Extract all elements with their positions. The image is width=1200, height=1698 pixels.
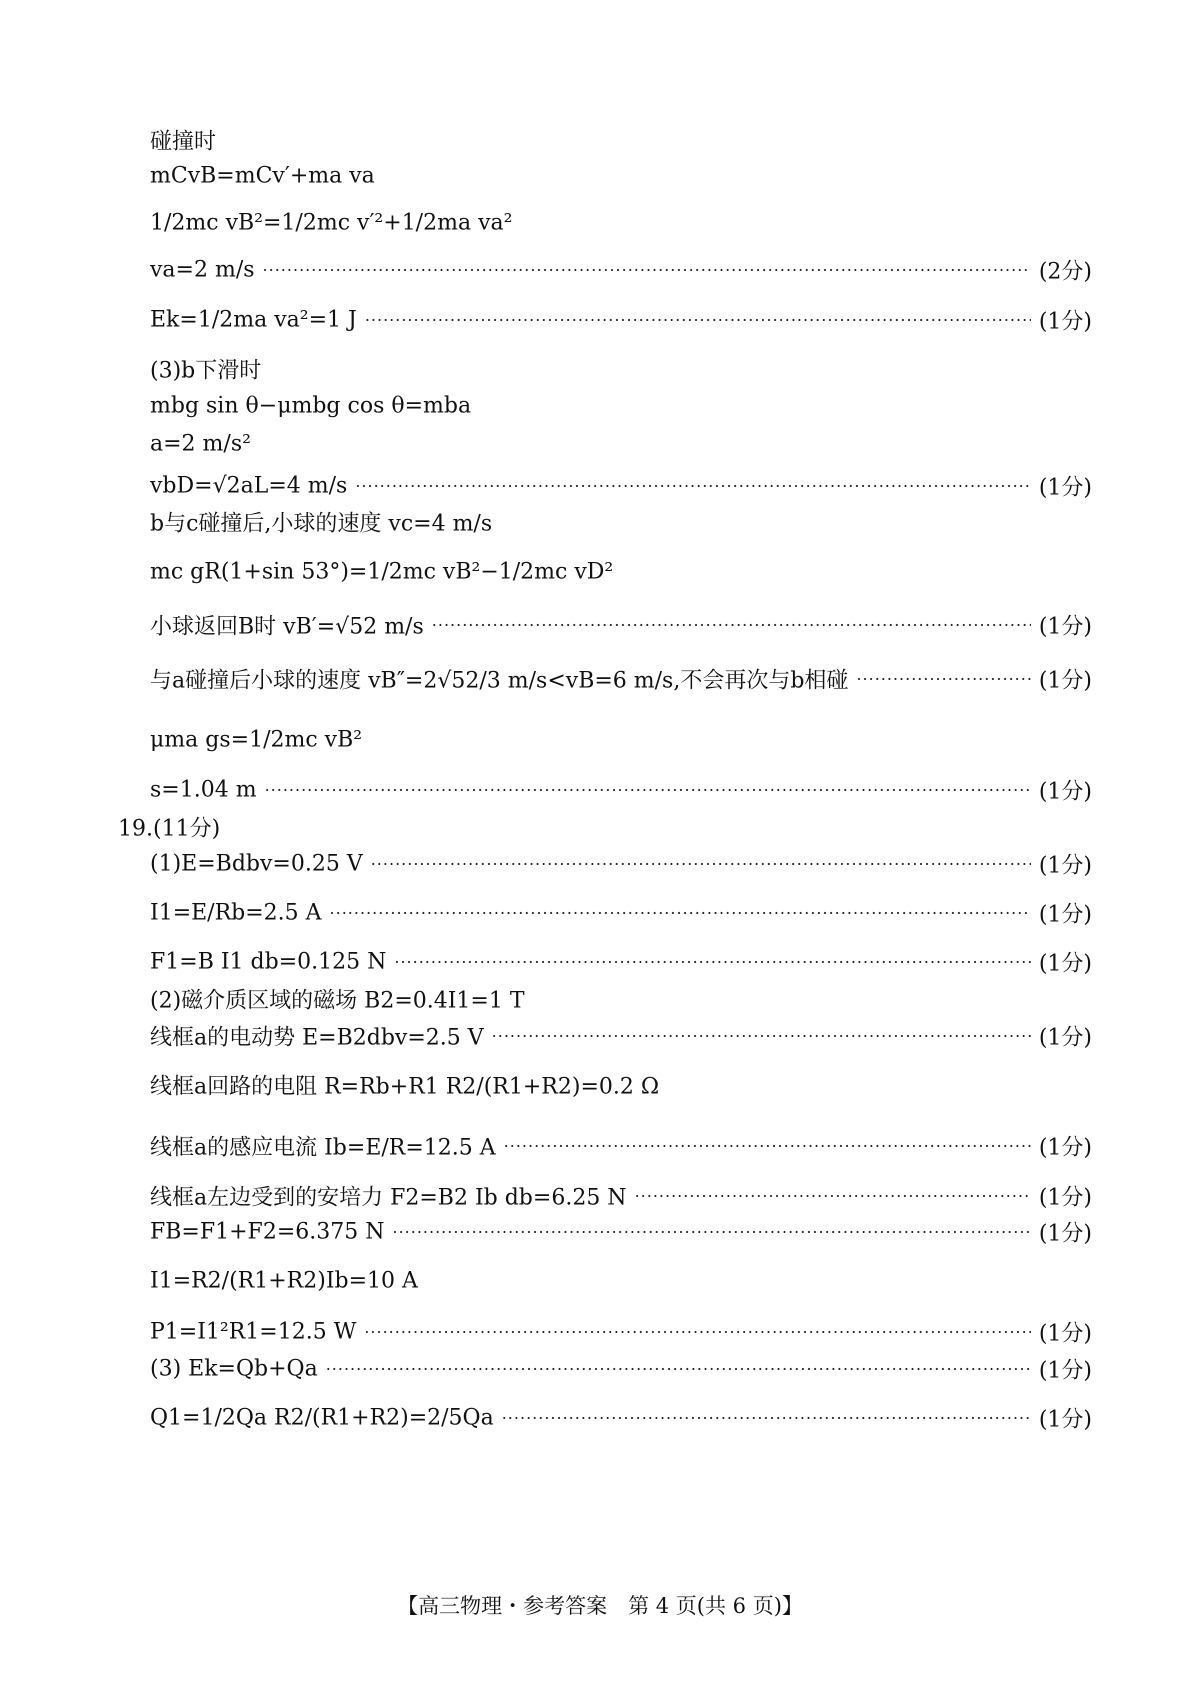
points: (1分) [1038, 1321, 1092, 1347]
line-energy2 [150, 560, 1092, 585]
line-text: (3) Ek=Qb+Qa [150, 1356, 318, 1382]
leader-dots [394, 953, 1030, 972]
line-text: vbD=√2aL=4 m/s [150, 473, 348, 499]
line-force [150, 394, 1092, 419]
line-text: I1=R2/(R1+R2)Ib=10 A [150, 1268, 418, 1294]
line-text: s=1.04 m [150, 777, 257, 803]
line-vbd [150, 471, 1092, 502]
leader-dots [856, 670, 1030, 689]
line-i1 [150, 898, 1092, 929]
line-text: 线框a的电动势 E=B2dbv=2.5 V [150, 1025, 484, 1051]
points: (1分) [1038, 1407, 1092, 1433]
line-text: I1=E/Rb=2.5 A [150, 900, 322, 926]
line-text: b与c碰撞后,小球的速度 vc=4 m/s [150, 511, 493, 537]
line-text: mbg sin θ−μmbg cos θ=mba [150, 393, 472, 419]
line-bc [150, 507, 1092, 538]
leader-dots [371, 855, 1031, 874]
leader-dots [432, 616, 1031, 635]
line-text: 19.(11分) [118, 816, 221, 842]
leader-dots [504, 1137, 1031, 1156]
points: (1分) [1038, 779, 1092, 805]
line-text: mc gR(1+sin 53°)=1/2mc vB²−1/2mc vD² [150, 559, 614, 585]
line-text: (1)E=Bdbv=0.25 V [150, 851, 363, 877]
line-p1 [150, 1317, 1092, 1348]
points: (1分) [1038, 902, 1092, 928]
points: (1分) [1038, 475, 1092, 501]
line-text: P1=I1²R1=12.5 W [150, 1319, 357, 1345]
leader-dots [263, 261, 1031, 280]
line-text: 线框a的感应电流 Ib=E/R=12.5 A [150, 1135, 496, 1161]
points: (2分) [1038, 259, 1092, 285]
leader-dots [355, 477, 1031, 496]
leader-dots [330, 904, 1031, 923]
line-fb [150, 1217, 1092, 1248]
line-text: 1/2mc vB²=1/2mc v′²+1/2ma va² [150, 210, 513, 236]
line-text: a=2 m/s² [150, 431, 251, 457]
leader-dots [364, 1323, 1031, 1342]
line-accel [150, 432, 1092, 457]
line-friction [150, 728, 1092, 753]
points: (1分) [1038, 668, 1092, 694]
leader-dots [326, 1360, 1031, 1379]
line-q1 [150, 1403, 1092, 1434]
points: (1分) [1038, 1185, 1092, 1211]
line-b2 [150, 984, 1092, 1015]
points: (1分) [1038, 614, 1092, 640]
line-text: Ek=1/2ma va²=1 J [150, 307, 357, 333]
page-footer: 【高三物理・参考答案 第 4 页(共 6 页)】 [397, 1594, 803, 1618]
leader-dots [265, 781, 1031, 800]
line-resistance [150, 1070, 1092, 1101]
line-collision [150, 125, 1092, 156]
line-text: 线框a左边受到的安培力 F2=B2 Ib db=6.25 N [150, 1185, 627, 1211]
line-emf [150, 849, 1092, 880]
line-after-a [150, 664, 1092, 695]
line-emf-a [150, 1021, 1092, 1052]
line-part3 [150, 354, 1092, 385]
line-ek [150, 305, 1092, 336]
line-text: Q1=1/2Qa R2/(R1+R2)=2/5Qa [150, 1405, 494, 1431]
line-momentum [150, 164, 1092, 189]
line-text: (3)b下滑时 [150, 358, 262, 384]
leader-dots [502, 1409, 1031, 1428]
line-f1 [150, 947, 1092, 978]
line-text: 线框a回路的电阻 R=Rb+R1 R2/(R1+R2)=0.2 Ω [150, 1074, 660, 1100]
leader-dots [365, 311, 1031, 330]
line-va [150, 255, 1092, 286]
line-text: (2)磁介质区域的磁场 B2=0.4I1=1 T [150, 988, 525, 1014]
line-text: F1=B I1 db=0.125 N [150, 949, 387, 975]
q19-heading [118, 812, 1092, 843]
line-i1-divider [150, 1269, 1092, 1294]
points: (1分) [1038, 1025, 1092, 1051]
points: (1分) [1038, 1358, 1092, 1384]
line-text: FB=F1+F2=6.375 N [150, 1219, 385, 1245]
line-text: mCvB=mCv′+ma va [150, 163, 375, 189]
line-return [150, 610, 1092, 641]
line-energy [150, 211, 1092, 236]
line-text: 碰撞时 [150, 129, 217, 155]
leader-dots [635, 1187, 1031, 1206]
points: (1分) [1038, 853, 1092, 879]
line-f2 [150, 1181, 1092, 1212]
points: (1分) [1038, 951, 1092, 977]
line-text: 小球返回B时 vB′=√52 m/s [150, 614, 424, 640]
leader-dots [392, 1223, 1030, 1242]
line-text: μma gs=1/2mc vB² [150, 727, 363, 753]
points: (1分) [1038, 309, 1092, 335]
leader-dots [492, 1027, 1031, 1046]
points: (1分) [1038, 1135, 1092, 1161]
line-text: 与a碰撞后小球的速度 vB″=2√52/3 m/s<vB=6 m/s,不会再次与b相碰 [150, 668, 849, 694]
line-ib [150, 1131, 1092, 1162]
points: (1分) [1038, 1221, 1092, 1247]
line-text: va=2 m/s [150, 257, 255, 283]
line-ek-sum [150, 1354, 1092, 1385]
line-s [150, 775, 1092, 806]
